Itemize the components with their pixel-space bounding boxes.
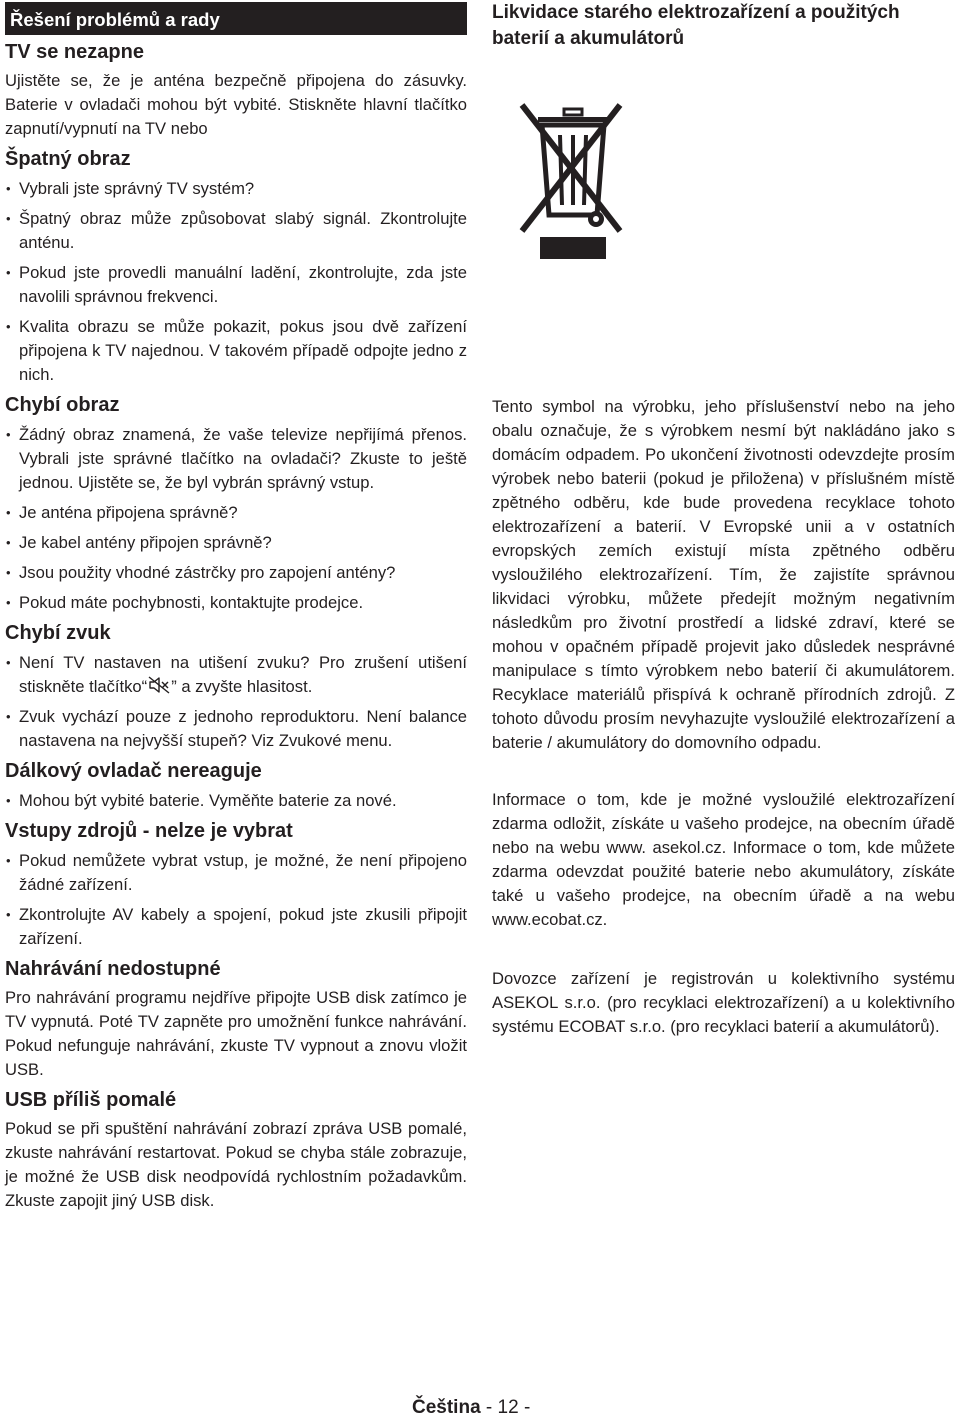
list-item: • Mohou být vybité baterie. Vyměňte baterie za nové. [5,789,467,813]
heading-usb-slow: USB příliš pomalé [5,1089,177,1111]
heading-no-picture: Chybí obraz [5,394,120,416]
heading-bad-picture: Špatný obraz [5,148,131,170]
no-sound-text-before: Není TV nastaven na utišení zvuku? Pro zrušení utišení stiskněte tlačítko“ [19,653,467,696]
no-sound-list [5,651,467,753]
bad-picture-list [5,177,467,387]
right-column [492,0,955,1039]
disposal-paragraph-2: Informace o tom, kde je možné vysloužilé elektrozařízení zdarma odložit, získáte u vašeho prodejce, na obecním úřadě nebo na webu www. asekol.cz. Informace o tom, kde můžete zdarma odevzdat použité baterie nebo akumulátory, získáte také u vašeho prodejce, na obecním úřadě a na webu www.ecobat.cz. [492,790,955,929]
heading-tv-off: TV se nezapne [5,41,144,63]
list-item: • Zkontrolujte AV kabely a spojení, pokud jste zkusili připojit zařízení. [5,903,467,951]
page-footer [412,1396,530,1420]
list-item: • Jsou použity vhodné zástrčky pro zapojení antény? [5,561,467,585]
mute-speaker-icon [148,676,170,694]
list-item: • Zvuk vychází pouze z jednoho reproduktoru. Není balance nastavena na nejvyšší stupeň? Viz Zvukové menu. [5,705,467,753]
no-picture-list [5,423,467,615]
remote-list [5,789,467,813]
list-item: • Je anténa připojena správně? [5,501,467,525]
list-item: • Vybrali jste správný TV systém? [5,177,467,201]
list-item: • Je kabel antény připojen správně? [5,531,467,555]
footer-language: Čeština [412,1397,481,1418]
tv-off-text: Ujistěte se, že je anténa bezpečně připojena do zásuvky. Baterie v ovladači mohou být vybité. Stiskněte hlavní tlačítko zapnutí/vypnutí na TV nebo [5,71,467,138]
recording-text: Pro nahrávání programu nejdříve připojte USB disk zatímco je TV vypnutá. Poté TV zapněte pro umožnění funkce nahrávání. Pokud nefunguje nahrávání, zkuste TV vypnout a znovu vložit USB. [5,988,467,1079]
list-item: • Pokud jste provedli manuální ladění, zkontrolujte, zda jste navolili správnou frekvenci. [5,261,467,309]
heading-recording: Nahrávání nedostupné [5,958,221,980]
heading-inputs: Vstupy zdrojů - nelze je vybrat [5,820,293,842]
section-header: Řešení problémů a rady [5,2,467,35]
footer-page-number: - 12 - [485,1397,531,1418]
list-item: • Pokud máte pochybnosti, kontaktujte prodejce. [5,591,467,615]
no-sound-text-after: ” a zvyšte hlasitost. [171,677,313,696]
list-item [5,651,467,699]
left-column [5,0,467,1213]
usb-slow-text: Pokud se při spuštění nahrávání zobrazí zpráva USB pomalé, zkuste nahrávání restartovat. Pokud se chyba stále zobrazuje, je možné že USB disk neodpovídá rychlostním požadavkům. Zkuste zapojit jiný USB disk. [5,1119,467,1210]
inputs-list [5,849,467,951]
crossed-out-wheelie-bin-icon [516,97,626,262]
list-item: • Pokud nemůžete vybrat vstup, je možné, že není připojeno žádné zařízení. [5,849,467,897]
disposal-paragraph-3: Dovozce zařízení je registrován u kolektivního systému ASEKOL s.r.o. (pro recyklaci elektrozařízení) a u kolektivního systému ECOBAT s.r.o. (pro recyklaci baterií a akumulátorů). [492,969,955,1036]
list-item: • Kvalita obrazu se může pokazit, pokus jsou dvě zařízení připojena k TV najednou. V takovém případě odpojte jedno z nich. [5,315,467,387]
disposal-paragraph-1: Tento symbol na výrobku, jeho příslušenství nebo na jeho obalu označuje, že s výrobkem nesmí být nakládáno jako s domácím odpadem. Po ukončení životnosti odevzdejte prosím výrobek nebo baterii (pokud je přiložena) v příslušném místě zpětného odběru, kde bude provedena recyklace tohoto elektrozařízení a baterií. V Evropské unii a v ostatních evropských zemích existují místa zpětného odběru vysloužilého elektrozařízení. Tím, že zajistíte správnou likvidaci výrobku, můžete předejít možným negativním následkům pro životní prostředí a lidské zdraví, které se mohou v opačném případě projevit jako důsledek nesprávné manipulace s tímto výrobkem nebo baterií či akumulátorem. Recyklace materiálů přispívá k ochraně přírodních zdrojů. Z tohoto důvodu prosím nevyhazujte vysloužilé elektrozařízení a baterie / akumulátory do domovního odpadu. [492,397,955,752]
disposal-title: Likvidace starého elektrozařízení a použitých baterií a akumulátorů [492,2,900,49]
heading-remote: Dálkový ovladač nereaguje [5,760,262,782]
heading-no-sound: Chybí zvuk [5,622,111,644]
list-item: • Žádný obraz znamená, že vaše televize nepřijímá přenos. Vybrali jste správné tlačítko na ovladači? Zkuste to ještě jednou. Ujistěte se, že byl vybrán správný vstup. [5,423,467,495]
list-item: • Špatný obraz může způsobovat slabý signál. Zkontrolujte anténu. [5,207,467,255]
